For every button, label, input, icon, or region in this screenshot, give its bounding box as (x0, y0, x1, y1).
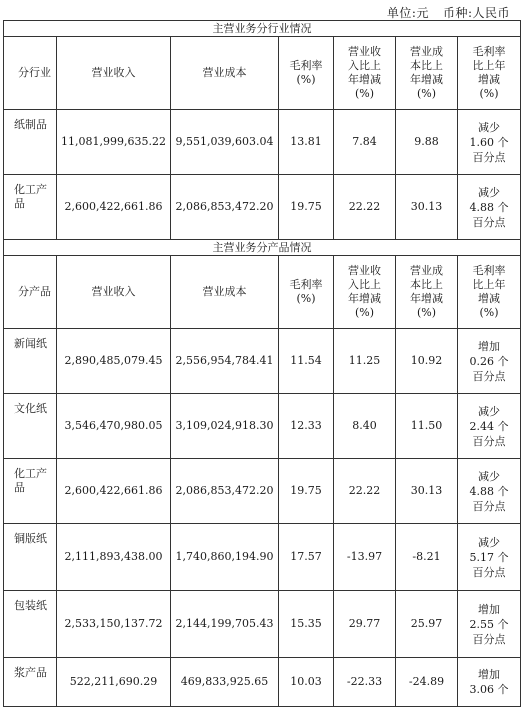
row-name: 包装纸 (4, 591, 57, 658)
margin-cell: 19.75 (279, 175, 334, 240)
revenue-cell: 3,546,470,980.05 (57, 394, 171, 459)
cost-cell: 2,144,199,705.43 (171, 591, 279, 658)
col-cost-change: 营业成 本比上 年增减 (%) (396, 37, 458, 110)
currency-label: 币种:人民币 (442, 6, 510, 20)
section-product-row (4, 240, 521, 256)
rev-change-cell: -22.33 (334, 658, 396, 707)
margin-change-cell: 减少 2.44 个 百分点 (458, 394, 521, 459)
margin-cell: 17.57 (279, 524, 334, 591)
col-rev-change: 营业收 入比上 年增减 (%) (334, 256, 396, 329)
table-row (4, 658, 521, 707)
margin-change-cell: 减少 5.17 个 百分点 (458, 524, 521, 591)
row-name: 铜版纸 (4, 524, 57, 591)
revenue-cell: 11,081,999,635.22 (57, 110, 171, 175)
col-rev-change: 营业收 入比上 年增减 (%) (334, 37, 396, 110)
revenue-cell: 522,211,690.29 (57, 658, 171, 707)
rev-change-cell: 7.84 (334, 110, 396, 175)
row-name: 浆产品 (4, 658, 57, 707)
cost-cell: 469,833,925.65 (171, 658, 279, 707)
rev-change-cell: 22.22 (334, 175, 396, 240)
table-row (4, 524, 521, 591)
table-row (4, 329, 521, 394)
col-margin: 毛利率 (%) (279, 256, 334, 329)
margin-cell: 13.81 (279, 110, 334, 175)
cost-cell: 1,740,860,194.90 (171, 524, 279, 591)
cost-change-cell: 25.97 (396, 591, 458, 658)
cost-change-cell: 30.13 (396, 175, 458, 240)
row-name: 新闻纸 (4, 329, 57, 394)
revenue-cell: 2,533,150,137.72 (57, 591, 171, 658)
main-business-table (3, 20, 521, 707)
margin-cell: 12.33 (279, 394, 334, 459)
section-industry-title: 主营业务分行业情况 (4, 21, 521, 37)
table-row (4, 175, 521, 240)
col-margin-change: 毛利率 比上年 增减 (%) (458, 256, 521, 329)
industry-header-row (4, 37, 521, 110)
margin-cell: 11.54 (279, 329, 334, 394)
col-cost: 营业成本 (171, 256, 279, 329)
revenue-cell: 2,600,422,661.86 (57, 175, 171, 240)
section-product-title: 主营业务分产品情况 (4, 240, 521, 256)
rev-change-cell: 22.22 (334, 459, 396, 524)
col-cost: 营业成本 (171, 37, 279, 110)
cost-change-cell: 30.13 (396, 459, 458, 524)
table-row (4, 110, 521, 175)
cost-cell: 2,086,853,472.20 (171, 459, 279, 524)
table-row (4, 394, 521, 459)
margin-change-cell: 增加 2.55 个 百分点 (458, 591, 521, 658)
cost-change-cell: -8.21 (396, 524, 458, 591)
margin-cell: 19.75 (279, 459, 334, 524)
rev-change-cell: -13.97 (334, 524, 396, 591)
row-name: 化工产 品 (4, 175, 57, 240)
product-header-row (4, 256, 521, 329)
margin-change-cell: 减少 4.88 个 百分点 (458, 459, 521, 524)
row-name: 纸制品 (4, 110, 57, 175)
margin-change-cell: 减少 4.88 个 百分点 (458, 175, 521, 240)
section-industry-row (4, 21, 521, 37)
margin-change-cell: 减少 1.60 个 百分点 (458, 110, 521, 175)
col-margin-change: 毛利率 比上年 增减 (%) (458, 37, 521, 110)
col-margin: 毛利率 (%) (279, 37, 334, 110)
unit-label: 单位:元 (386, 6, 429, 20)
rev-change-cell: 11.25 (334, 329, 396, 394)
cost-cell: 9,551,039,603.04 (171, 110, 279, 175)
margin-cell: 10.03 (279, 658, 334, 707)
rev-change-cell: 29.77 (334, 591, 396, 658)
col-industry: 分行业 (4, 37, 57, 110)
margin-change-cell: 增加 0.26 个 百分点 (458, 329, 521, 394)
revenue-cell: 2,600,422,661.86 (57, 459, 171, 524)
cost-change-cell: 11.50 (396, 394, 458, 459)
cost-change-cell: -24.89 (396, 658, 458, 707)
cost-change-cell: 10.92 (396, 329, 458, 394)
row-name: 文化纸 (4, 394, 57, 459)
cost-cell: 2,556,954,784.41 (171, 329, 279, 394)
rev-change-cell: 8.40 (334, 394, 396, 459)
table-row (4, 459, 521, 524)
margin-cell: 15.35 (279, 591, 334, 658)
revenue-cell: 2,111,893,438.00 (57, 524, 171, 591)
col-cost-change: 营业成 本比上 年增减 (%) (396, 256, 458, 329)
unit-line (373, 4, 510, 21)
table-row (4, 591, 521, 658)
col-revenue: 营业收入 (57, 37, 171, 110)
col-product: 分产品 (4, 256, 57, 329)
cost-cell: 2,086,853,472.20 (171, 175, 279, 240)
cost-cell: 3,109,024,918.30 (171, 394, 279, 459)
col-revenue: 营业收入 (57, 256, 171, 329)
row-name: 化工产 品 (4, 459, 57, 524)
revenue-cell: 2,890,485,079.45 (57, 329, 171, 394)
margin-change-cell: 增加 3.06 个 (458, 658, 521, 707)
cost-change-cell: 9.88 (396, 110, 458, 175)
